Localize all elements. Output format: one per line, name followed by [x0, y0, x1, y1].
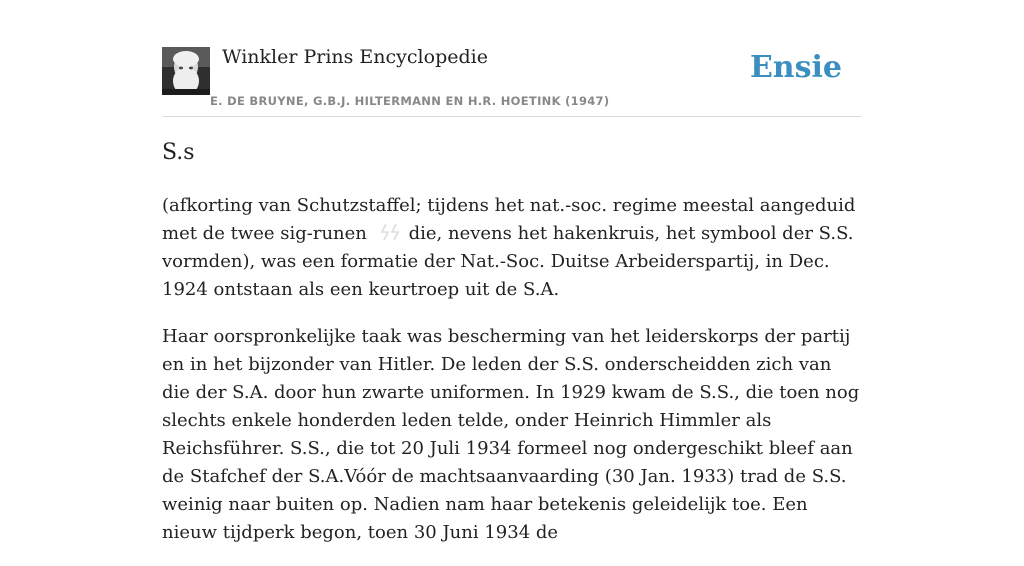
article-body [162, 192, 862, 566]
sig-runes-icon [373, 223, 409, 241]
site-title[interactable]: Winkler Prins Encyclopedie [222, 46, 488, 68]
paragraph-1-start: (afkorting van Schutzstaffel; tijdens het nat.-soc. regime meestal aangeduid met de twee sig-runen [162, 195, 856, 244]
entry-title: S.s [162, 140, 195, 165]
paragraph-1 [162, 192, 862, 304]
brand-logo-link[interactable]: Ensie [749, 50, 842, 85]
page [162, 0, 862, 543]
site-header [162, 0, 862, 117]
paragraph-1-end: die, nevens het hakenkruis, het symbool der S.S. vormden), was een formatie der Nat.-Soc. Duitse Arbeiderspartij, in Dec. 1924 ontstaan als een keurtroep uit de S.A. [162, 223, 854, 300]
paragraph-2: Haar oorspronkelijke taak was bescherming van het leiderskorps der partij en in het bijzonder van Hitler. De leden der S.S. onderscheidden zich van die der S.A. door hun zwarte uniformen. In 1929 kwam de S.S., die toen nog slechts enkele honderden leden telde, onder Heinrich Himmler als Reichsführer. S.S., die tot 20 Juli 1934 formeel nog ondergeschikt bleef aan de Stafchef der S.A.Vóór de machtsaanvaarding (30 Jan. 1933) trad de S.S. weinig naar buiten op. Nadien nam haar betekenis geleidelijk toe. Een nieuw tijdperk begon, toen 30 Juni 1934 de [162, 326, 860, 543]
author-portrait-icon[interactable] [162, 47, 210, 95]
author-byline: E. DE BRUYNE, G.B.J. HILTERMANN EN H.R. HOETINK (1947) [210, 94, 610, 108]
